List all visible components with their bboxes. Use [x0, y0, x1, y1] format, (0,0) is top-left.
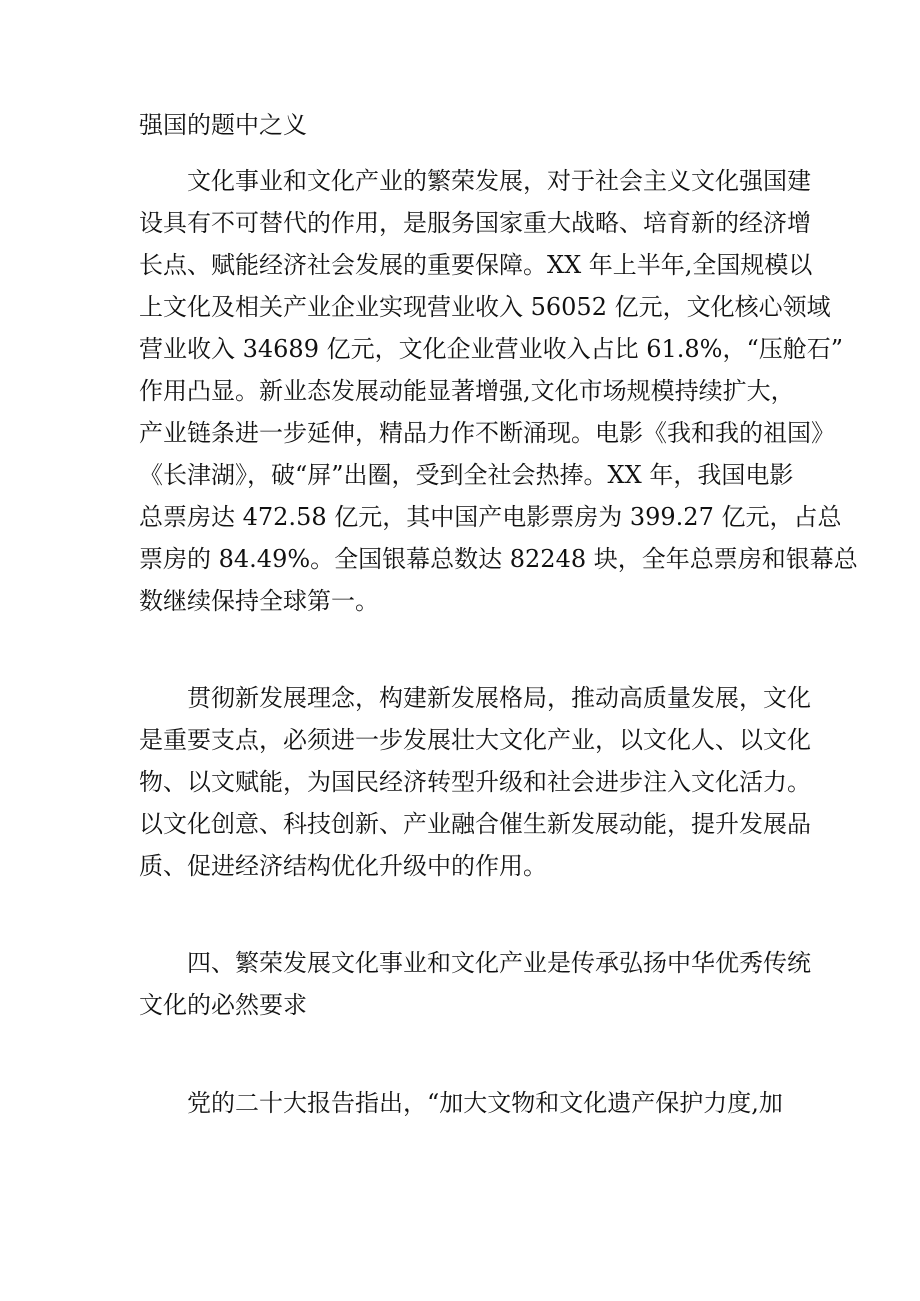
paragraph-line: 以文化创意、科技创新、产业融合催生新发展动能，提升发展品 [139, 810, 811, 838]
paragraph-line: 产业链条进一步延伸，精品力作不断涌现。电影《我和我的祖国》 [139, 419, 835, 447]
paragraph-line: 是重要支点，必须进一步发展壮大文化产业，以文化人、以文化 [139, 726, 811, 754]
paragraph-line: 贯彻新发展理念，构建新发展格局，推动高质量发展，文化 [187, 684, 811, 712]
paragraph-line: 作用凸显。新业态发展动能显著增强,文化市场规模持续扩大， [139, 377, 795, 405]
paragraph-line: 《长津湖》，破“屏”出圈，受到全社会热捧。XX 年，我国电影 [139, 461, 794, 489]
paragraph-line: 物、以文赋能，为国民经济转型升级和社会进步注入文化活力。 [139, 768, 811, 796]
paragraph-line: 票房的 84.49%。全国银幕总数达 82248 块，全年总票房和银幕总 [139, 545, 858, 573]
heading-line: 四、繁荣发展文化事业和文化产业是传承弘扬中华优秀传统 [187, 949, 811, 977]
paragraph-line: 设具有不可替代的作用，是服务国家重大战略、培育新的经济增 [139, 209, 811, 237]
continuation-line: 强国的题中之义 [139, 111, 307, 139]
paragraph-line: 质、促进经济结构优化升级中的作用。 [139, 852, 547, 880]
paragraph-line: 总票房达 472.58 亿元，其中国产电影票房为 399.27 亿元，占总 [139, 503, 842, 531]
paragraph-line: 数继续保持全球第一。 [139, 587, 379, 615]
heading-line: 文化的必然要求 [139, 991, 307, 1019]
paragraph-line: 长点、赋能经济社会发展的重要保障。XX 年上半年,全国规模以 [139, 251, 813, 279]
paragraph-line: 营业收入 34689 亿元，文化企业营业收入占比 61.8%，“压舱石” [139, 335, 844, 363]
paragraph-line: 文化事业和文化产业的繁荣发展，对于社会主义文化强国建 [187, 167, 811, 195]
paragraph-line: 党的二十大报告指出，“加大文物和文化遗产保护力度,加 [187, 1089, 783, 1117]
paragraph-line: 上文化及相关产业企业实现营业收入 56052 亿元，文化核心领域 [139, 293, 831, 321]
